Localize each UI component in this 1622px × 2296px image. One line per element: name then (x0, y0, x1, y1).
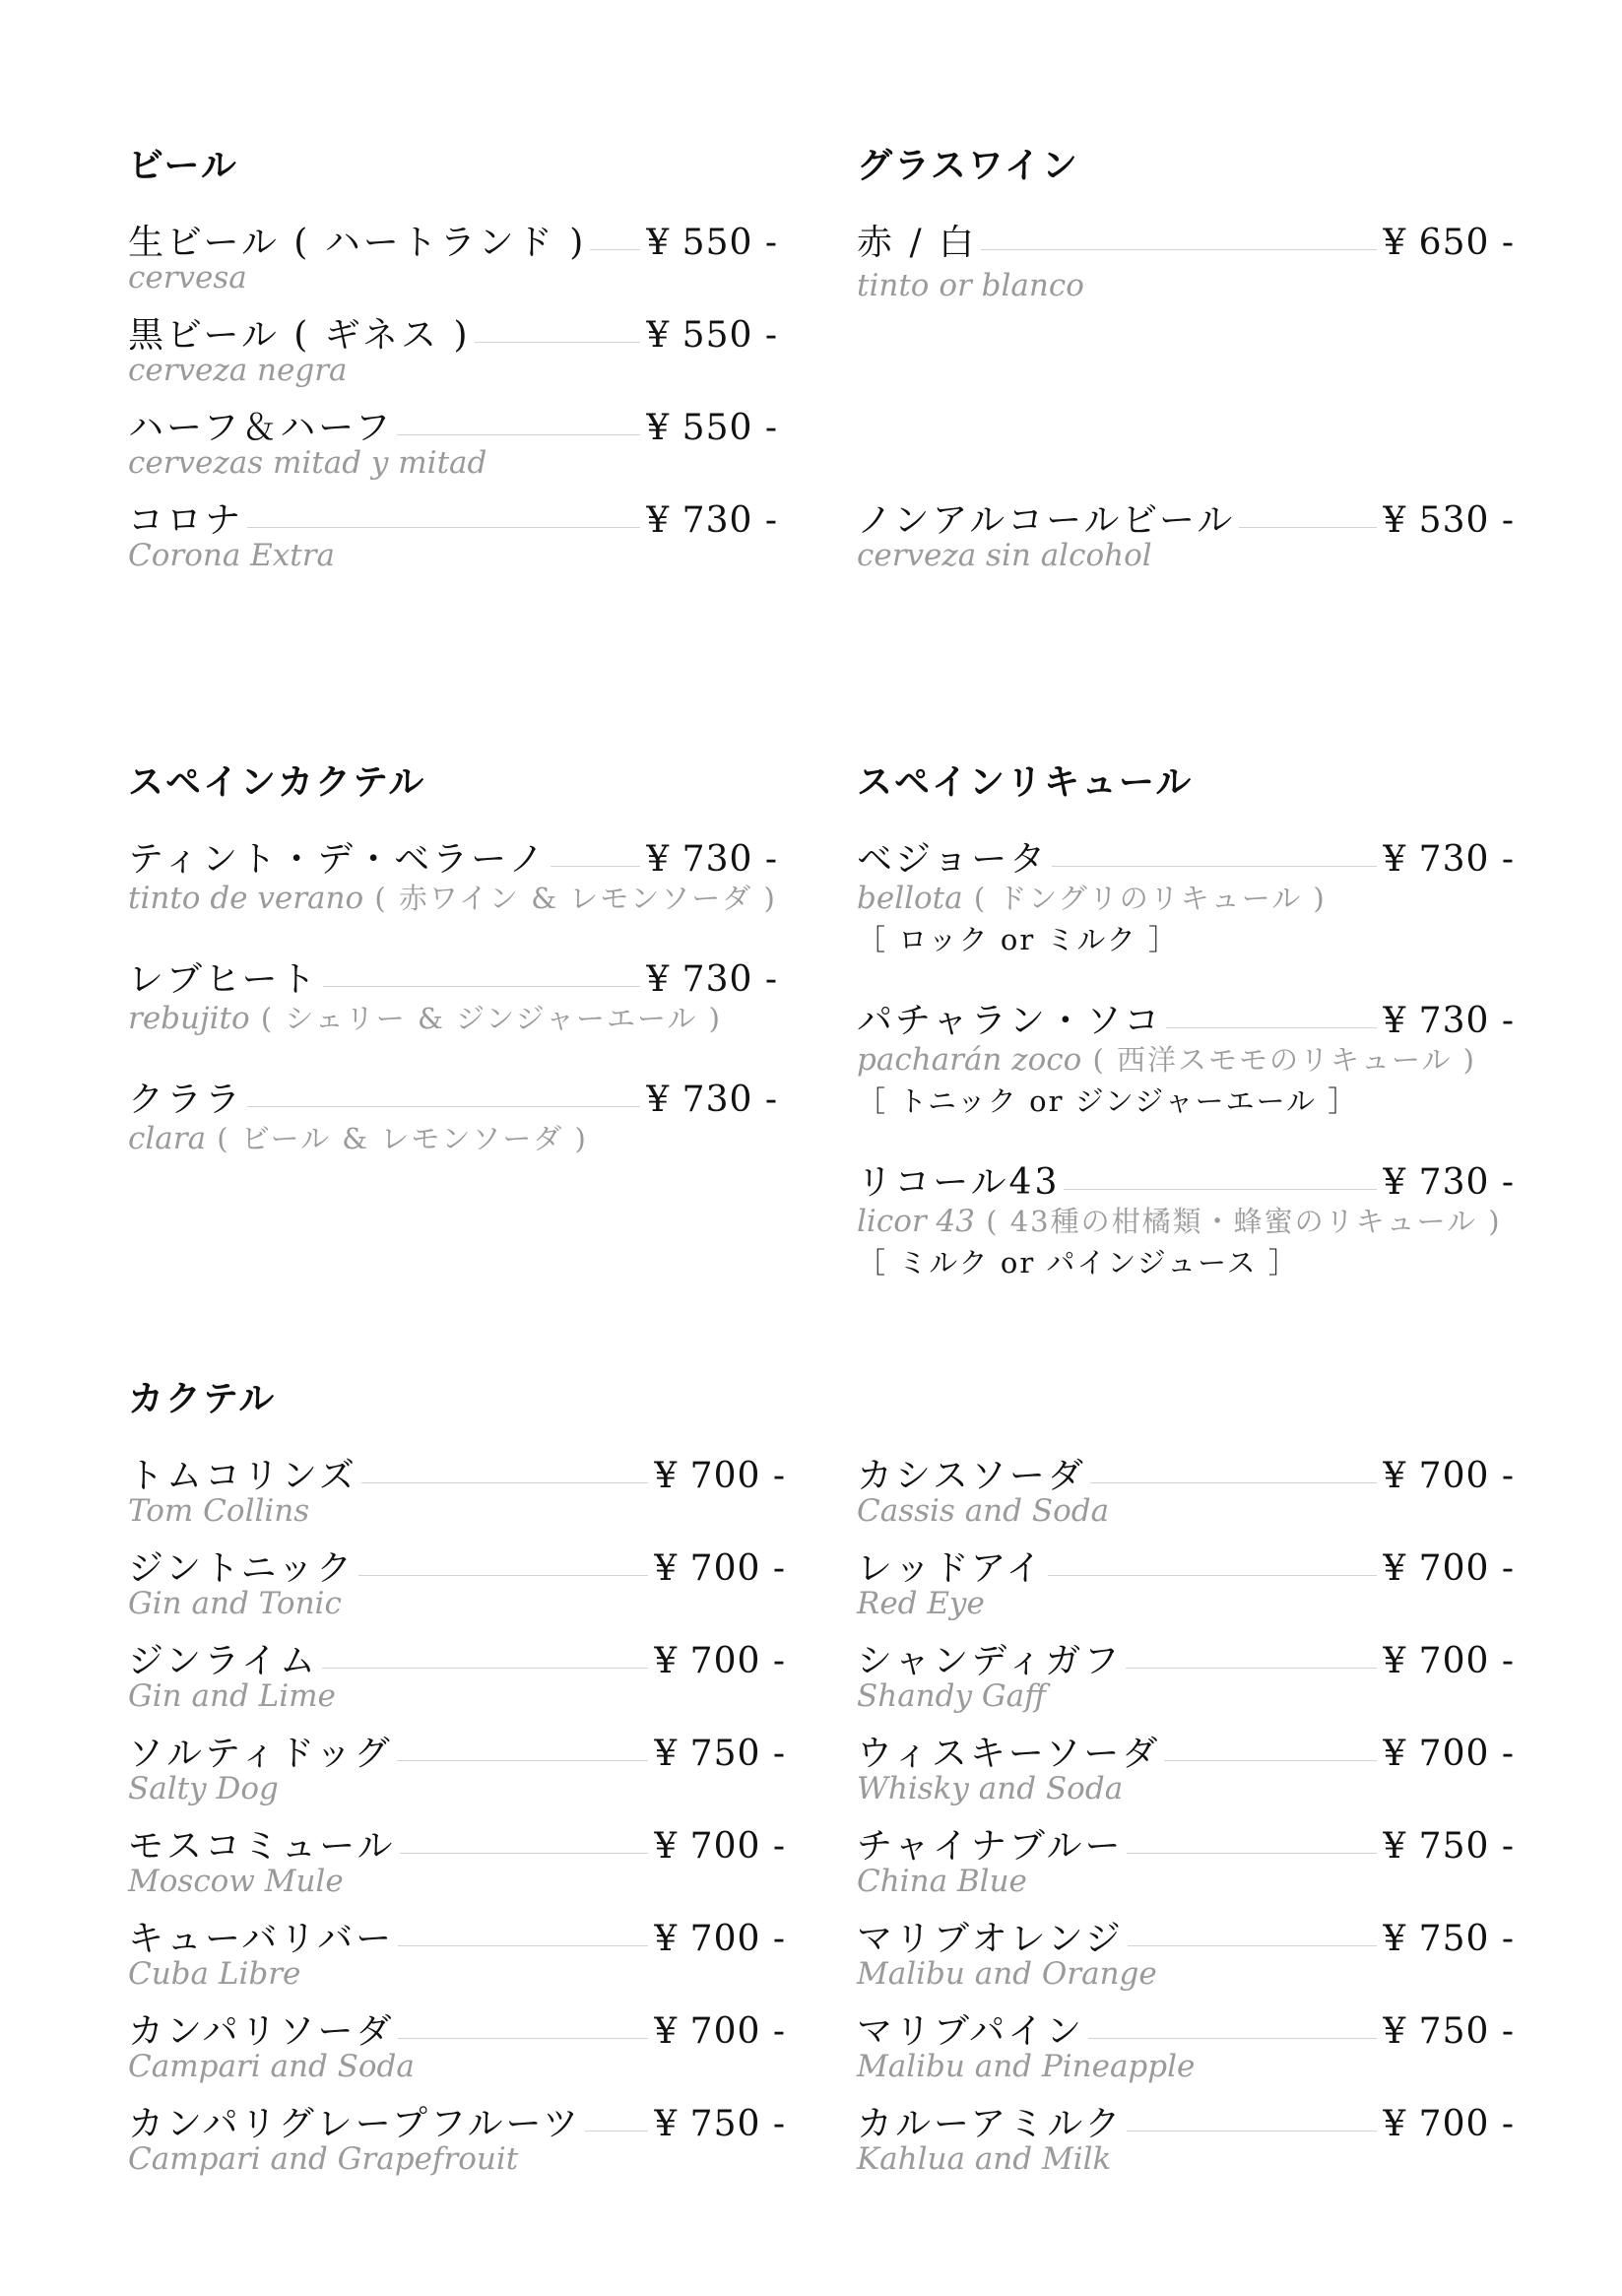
menu-item (128, 1448, 786, 1529)
menu-item (857, 993, 1515, 1121)
item-subtitle: licor 43 (857, 1204, 975, 1239)
dot-leader (981, 249, 1377, 250)
item-subtitle: Tom Collins (128, 1493, 310, 1529)
item-subtitle: bellota (857, 881, 963, 916)
dot-leader (1166, 1027, 1377, 1028)
item-name: ベジョータ (857, 839, 1049, 880)
dot-leader (398, 1945, 648, 1946)
item-name: クララ (128, 1080, 244, 1120)
item-price: ¥ 550 - (646, 315, 778, 356)
item-subtitle: cerveza sin alcohol (857, 538, 1152, 573)
item-price: ¥ 530 - (1383, 500, 1515, 541)
item-name: ジントニック (128, 1548, 356, 1589)
dot-leader (590, 249, 640, 250)
item-name: レッドアイ (857, 1548, 1045, 1589)
item-note: ( ドングリのリキュール ) (962, 882, 1327, 915)
menu-item (857, 2003, 1515, 2084)
menu-item (128, 1541, 786, 1621)
item-subtitle: cervezas mitad y mitad (128, 445, 487, 481)
item-name: ノンアルコールビール (857, 500, 1236, 541)
item-name: ウィスキーソーダ (857, 1734, 1161, 1774)
item-subtitle: rebujito (128, 1001, 250, 1036)
item-subtitle: cerveza negra (128, 353, 348, 388)
item-price: ¥ 730 - (646, 839, 778, 880)
item-price: ¥ 550 - (646, 223, 778, 263)
dot-leader (1239, 527, 1377, 528)
item-name: カシスソーダ (857, 1456, 1086, 1496)
dot-leader (1127, 1853, 1377, 1854)
item-price: ¥ 750 - (1383, 2011, 1515, 2052)
item-name: マリブオレンジ (857, 1919, 1124, 1959)
item-name: カンパリグレープフルーツ (128, 2104, 582, 2144)
item-note: ( シェリー & ジンジャーエール ) (249, 1002, 722, 1035)
dot-leader (551, 866, 640, 867)
item-subtitle: Kahlua and Milk (857, 2141, 1112, 2177)
dot-leader (1088, 2038, 1377, 2039)
menu-item (128, 2096, 786, 2177)
item-name: キューバリバー (128, 1919, 395, 1959)
item-subtitle: Malibu and Orange (857, 1956, 1157, 1992)
dot-leader (247, 527, 640, 528)
item-name: 生ビール ( ハートランド ) (128, 223, 587, 263)
item-name: パチャラン・ソコ (857, 1001, 1163, 1041)
item-price: ¥ 730 - (1383, 1162, 1515, 1203)
item-price: ¥ 700 - (1383, 1641, 1515, 1681)
menu-item (857, 1633, 1515, 1714)
item-subtitle: Malibu and Pineapple (857, 2049, 1196, 2084)
item-name: カンパリソーダ (128, 2011, 395, 2052)
menu-item (857, 215, 1515, 303)
item-name: レブヒート (128, 959, 319, 1000)
menu-item (857, 1726, 1515, 1806)
item-price: ¥ 700 - (654, 1456, 786, 1496)
dot-leader (1048, 1575, 1377, 1576)
item-subtitle: Corona Extra (128, 538, 336, 573)
dot-leader (323, 986, 641, 987)
menu-item (128, 1633, 786, 1714)
menu-item (128, 1072, 778, 1156)
item-name: 黒ビール ( ギネス ) (128, 315, 471, 356)
item-price: ¥ 730 - (646, 959, 778, 1000)
item-price: ¥ 700 - (654, 2011, 786, 2052)
item-price: ¥ 750 - (1383, 1826, 1515, 1867)
menu-item (128, 307, 778, 388)
item-subtitle: Cuba Libre (128, 1956, 301, 1992)
item-subtitle: Salty Dog (128, 1771, 279, 1806)
item-subtitle: Red Eye (857, 1586, 985, 1621)
item-price: ¥ 700 - (654, 1548, 786, 1589)
menu-item (128, 1911, 786, 1992)
menu-item (857, 1818, 1515, 1899)
item-options: ［ ミルク or パインジュース ］ (857, 1246, 1299, 1279)
item-note: ( 43種の柑橘類・蜂蜜のリキュール ) (974, 1205, 1502, 1238)
item-price: ¥ 700 - (654, 1826, 786, 1867)
item-subtitle: cervesa (128, 260, 247, 295)
dot-leader (475, 342, 641, 343)
menu-item (857, 2096, 1515, 2177)
menu-item (128, 215, 778, 295)
beer-heading: ビール (128, 145, 238, 186)
item-note: ( ビール & レモンソーダ ) (206, 1122, 588, 1155)
item-price: ¥ 730 - (1383, 839, 1515, 880)
dot-leader (1127, 2131, 1377, 2132)
item-name: 赤 / 白 (857, 223, 978, 263)
item-name: ハーフ＆ハーフ (128, 408, 394, 448)
spain-liqueur-heading: スペインリキュール (857, 761, 1194, 803)
item-price: ¥ 750 - (654, 2104, 786, 2144)
item-price: ¥ 700 - (1383, 1734, 1515, 1774)
item-name: ソルティドッグ (128, 1734, 393, 1774)
item-subtitle: Shandy Gaff (857, 1678, 1047, 1714)
dot-leader (361, 1482, 648, 1483)
item-name: リコール43 (857, 1162, 1061, 1203)
menu-item (128, 492, 778, 573)
item-price: ¥ 730 - (1383, 1001, 1515, 1041)
item-subtitle: Cassis and Soda (857, 1493, 1110, 1529)
menu-item (857, 1154, 1515, 1282)
dot-leader (1064, 1189, 1377, 1190)
item-price: ¥ 700 - (654, 1919, 786, 1959)
item-name: モスコミュール (128, 1826, 396, 1867)
item-name: チャイナブルー (857, 1826, 1124, 1867)
item-name: ティント・デ・ベラーノ (128, 839, 548, 880)
dot-leader (397, 434, 640, 435)
item-subtitle: tinto or blanco (857, 268, 1084, 303)
dot-leader (1090, 1482, 1377, 1483)
item-price: ¥ 700 - (1383, 1548, 1515, 1589)
menu-item (128, 1726, 786, 1806)
item-price: ¥ 750 - (654, 1734, 786, 1774)
item-subtitle: Gin and Lime (128, 1678, 336, 1714)
item-name: シャンディガフ (857, 1641, 1123, 1681)
dot-leader (400, 1853, 649, 1854)
menu-item (857, 1448, 1515, 1529)
item-subtitle: Campari and Grapefrouit (128, 2141, 519, 2177)
item-subtitle: tinto de verano (128, 881, 364, 916)
menu-item (857, 1541, 1515, 1621)
item-options: ［ ロック or ミルク ］ (857, 923, 1180, 956)
dot-leader (1052, 866, 1377, 867)
item-note: ( 西洋スモモのリキュール ) (1081, 1043, 1476, 1077)
item-subtitle: China Blue (857, 1864, 1027, 1899)
item-name: ジンライム (128, 1641, 319, 1681)
item-subtitle: Moscow Mule (128, 1864, 344, 1899)
item-options: ［ トニック or ジンジャーエール ］ (857, 1084, 1359, 1118)
item-price: ¥ 650 - (1383, 223, 1515, 263)
item-subtitle: Whisky and Soda (857, 1771, 1124, 1806)
item-note: ( 赤ワイン & レモンソーダ ) (363, 882, 777, 915)
dot-leader (247, 1106, 640, 1107)
dot-leader (397, 1760, 649, 1761)
item-name: カルーアミルク (857, 2104, 1124, 2144)
menu-item (857, 492, 1515, 573)
dot-leader (1164, 1760, 1377, 1761)
menu-item (128, 831, 778, 916)
dot-leader (398, 2038, 648, 2039)
item-subtitle: Gin and Tonic (128, 1586, 342, 1621)
item-price: ¥ 700 - (1383, 2104, 1515, 2144)
menu-item (128, 2003, 786, 2084)
dot-leader (358, 1575, 648, 1576)
menu-item (857, 831, 1515, 959)
item-name: トムコリンズ (128, 1456, 357, 1496)
item-name: マリブパイン (857, 2011, 1085, 2052)
item-subtitle: pacharán zoco (857, 1042, 1082, 1078)
item-price: ¥ 730 - (646, 1080, 778, 1120)
item-price: ¥ 730 - (646, 500, 778, 541)
menu-item (128, 951, 778, 1036)
menu-item (128, 1818, 786, 1899)
dot-leader (1126, 1668, 1377, 1669)
dot-leader (1128, 1945, 1377, 1946)
item-subtitle: Campari and Soda (128, 2049, 415, 2084)
item-subtitle: clara (128, 1121, 207, 1156)
item-price: ¥ 700 - (654, 1641, 786, 1681)
item-price: ¥ 700 - (1383, 1456, 1515, 1496)
menu-item (128, 400, 778, 481)
dot-leader (322, 1668, 648, 1669)
dot-leader (585, 2131, 648, 2132)
menu-item (857, 1911, 1515, 1992)
spain-cocktail-heading: スペインカクテル (128, 761, 426, 803)
glass-wine-heading: グラスワイン (857, 145, 1079, 186)
item-name: コロナ (128, 500, 244, 541)
cocktail-heading: カクテル (128, 1378, 277, 1419)
item-price: ¥ 550 - (646, 408, 778, 448)
item-price: ¥ 750 - (1383, 1919, 1515, 1959)
